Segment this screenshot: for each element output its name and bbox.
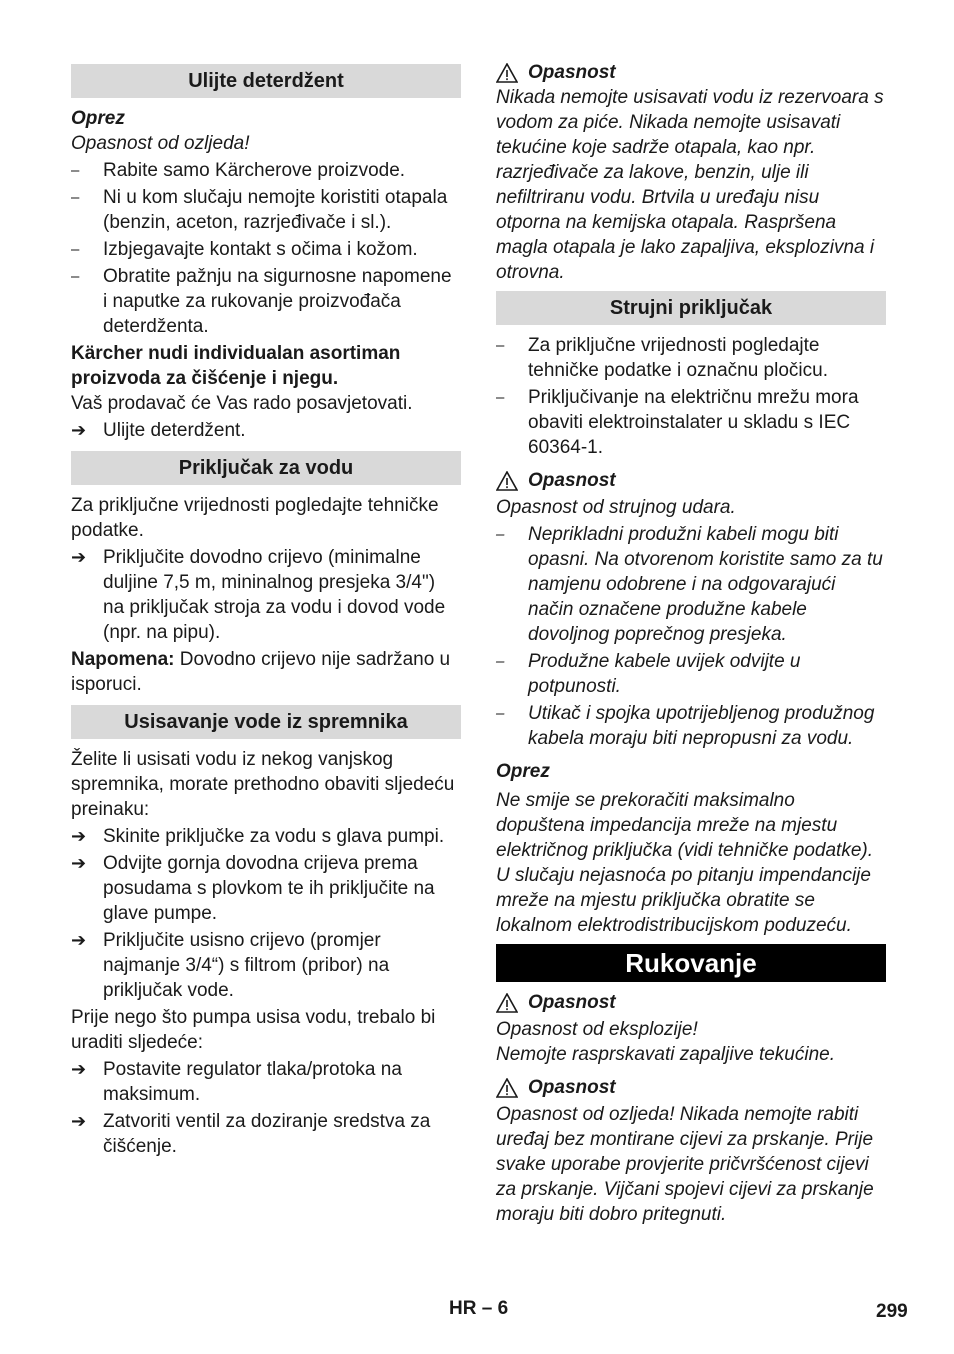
list-item: – Priključivanje na električnu mrežu mora obaviti elektroinstalater u skladu s IEC 60364-1.: [496, 387, 859, 458]
dash-marker: –: [496, 337, 505, 354]
dash-marker: –: [496, 653, 505, 670]
page-number: 299: [876, 1301, 908, 1322]
caution-heading: Oprez: [71, 108, 125, 129]
note-text: Dovodno crijevo nije sadržano u isporuci.: [71, 649, 451, 695]
danger-text: Nemojte rasprskavati zapaljive tekućine.: [496, 1044, 835, 1065]
list-item: – Za priključne vrijednosti pogledajte tehničke podatke i označnu pločicu.: [496, 335, 828, 381]
danger-text: Opasnost od ozljeda! Nikada nemojte rabiti uređaj bez montirane cijevi za prskanje. Prije svake uporabe provjerite pričvršćenost cijevi za prskanje. Vijčani spojevi cijevi za prskanje moraju biti dobro pritegnuti.: [496, 1104, 874, 1225]
list-item: – Ni u kom slučaju nemojte koristiti otapala (benzin, aceton, razrjeđivače i sl.).: [71, 187, 448, 233]
step-item: ➔ Ulijte deterdžent.: [71, 420, 246, 441]
dash-marker: –: [71, 189, 80, 206]
section-heading-power-connection: Strujni priključak: [496, 291, 886, 325]
dash-marker: –: [496, 389, 505, 406]
arrow-icon: ➔: [71, 853, 87, 873]
caution-text: Opasnost od ozljeda!: [71, 133, 250, 154]
danger-heading: Opasnost: [496, 468, 886, 493]
section-heading-water-connection: Priključak za vodu: [71, 451, 461, 485]
warning-triangle-icon: [496, 63, 518, 83]
arrow-icon: ➔: [71, 1059, 87, 1079]
caution-heading: Oprez: [496, 761, 550, 782]
suction-intro: Želite li usisati vodu iz nekog vanjskog spremnika, morate prethodno obaviti sljedeću preinaku:: [71, 749, 455, 820]
list-item: – Rabite samo Kärcherove proizvode.: [71, 160, 406, 181]
list-item: – Izbjegavajte kontakt s očima i kožom.: [71, 239, 418, 260]
water-connection-text: Za priključne vrijednosti pogledajte tehničke podatke.: [71, 495, 439, 541]
list-item: – Obratite pažnju na sigurnosne napomene i naputke za rukovanje proizvođača deterdženta.: [71, 266, 452, 337]
danger-heading: Opasnost: [496, 1075, 886, 1100]
step-item: ➔ Postavite regulator tlaka/protoka na maksimum.: [71, 1059, 402, 1105]
step-item: ➔ Odvijte gornja dovodna crijeva prema posudama s plovkom te ih priključite na glave pumpe.: [71, 853, 435, 924]
product-range-note: Kärcher nudi individualan asortiman proizvoda za čišćenje i njegu.: [71, 343, 401, 389]
danger-heading: Opasnost: [496, 990, 886, 1015]
caution-list: [71, 158, 461, 339]
arrow-icon: ➔: [71, 1111, 87, 1131]
dash-marker: –: [496, 526, 505, 543]
caution-text: Ne smije se prekoračiti maksimalno dopuštena impedancija mreže na mjestu električnog priključka (vidi tehničke podatke). U slučaju nejasnoća po pitanju impendancije mreže na mjestu priključka obratite se lokalnom elektrodistribucijskom poduzeću.: [496, 790, 874, 936]
step-item: ➔ Zatvoriti ventil za doziranje sredstva za čišćenje.: [71, 1111, 431, 1157]
danger-text: Nikada nemojte usisavati vodu iz rezervoara s vodom za piće. Nikada nemojte usisavati tekućine koje sadrže otapala, kao npr. razrjeđivače za lakove, benzin, ulje ili nefiltriranu vodu. Brtvila u uređaju nisu otporna na kemijska otapala. Raspršena magla otapala je lako zapaljiva, eksplozivna i otrovna.: [496, 87, 884, 283]
note-label: Napomena:: [71, 649, 175, 670]
arrow-icon: ➔: [71, 420, 87, 440]
dash-marker: –: [71, 162, 80, 179]
danger-heading: Opasnost: [496, 60, 886, 85]
arrow-icon: ➔: [71, 930, 87, 950]
warning-triangle-icon: [496, 1078, 518, 1098]
right-column: [496, 60, 886, 1227]
section-page-label: HR – 6: [449, 1298, 509, 1319]
step-item: ➔ Priključite dovodno crijevo (minimalne duljine 7,5 m, mininalnog presjeka 3/4") na priključak stroja za vodu i dovod vode (npr. na pipu).: [71, 547, 446, 643]
list-item: – Neprikladni produžni kabeli mogu biti opasni. Na otvorenom koristite samo za tu namjenu odobrene i na odgovarajući način označene produžne kabele dovoljnog poprečnog presjeka.: [496, 524, 883, 645]
left-column: [71, 60, 461, 1161]
dash-marker: –: [496, 705, 505, 722]
section-heading-suction: Usisavanje vode iz spremnika: [71, 705, 461, 739]
step-item: ➔ Skinite priključke za vodu s glava pumpi.: [71, 826, 445, 847]
note: [71, 647, 461, 697]
dealer-advice: Vaš prodavač će Vas rado posavjetovati.: [71, 393, 413, 414]
list-item: – Produžne kabele uvijek odvijte u potpunosti.: [496, 651, 801, 697]
arrow-icon: ➔: [71, 547, 87, 567]
section-heading-detergent: Ulijte deterdžent: [71, 64, 461, 98]
warning-triangle-icon: [496, 471, 518, 491]
suction-text: Prije nego što pumpa usisa vodu, trebalo bi uraditi sljedeće:: [71, 1007, 436, 1053]
chapter-heading-operation: Rukovanje: [496, 944, 886, 982]
danger-text: Opasnost od eksplozije!: [496, 1019, 698, 1040]
arrow-icon: ➔: [71, 826, 87, 846]
dash-marker: –: [71, 268, 80, 285]
list-item: – Utikač i spojka upotrijebljenog produžnog kabela moraju biti nepropusni za vodu.: [496, 703, 875, 749]
danger-text: Opasnost od strujnog udara.: [496, 497, 736, 518]
step-item: ➔ Priključite usisno crijevo (promjer najmanje 3/4“) s filtrom (pribor) na priključak vode.: [71, 930, 390, 1001]
warning-triangle-icon: [496, 993, 518, 1013]
dash-marker: –: [71, 241, 80, 258]
